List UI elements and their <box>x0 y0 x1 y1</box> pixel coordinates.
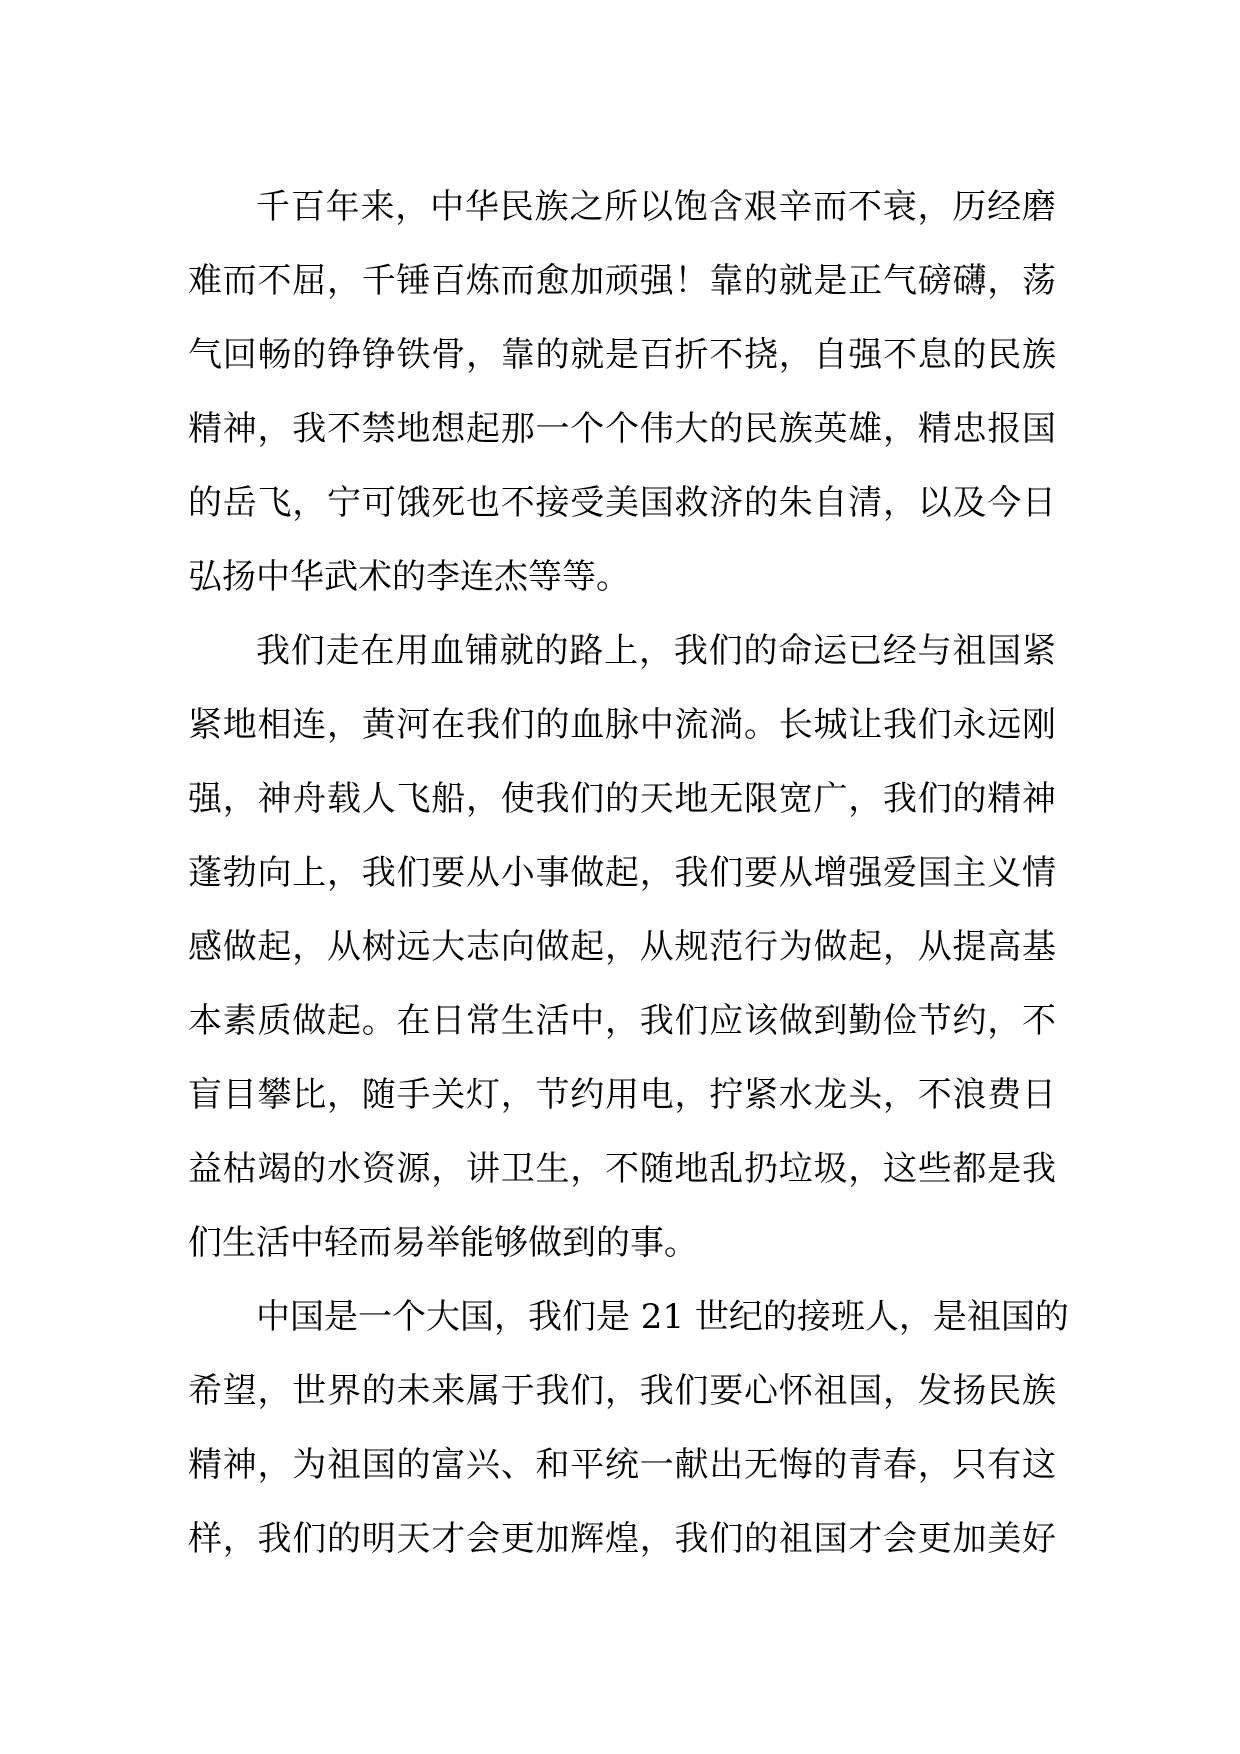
paragraph-1 <box>188 170 1056 614</box>
text-line: 的岳飞，宁可饿死也不接受美国救济的朱自清，以及今日 <box>188 483 1056 523</box>
document-body <box>188 170 1069 1576</box>
text-line: 精神，我不禁地想起那一个个伟大的民族英雄，精忠报国 <box>188 409 1056 449</box>
text-line: 弘扬中华武术的李连杰等等。 <box>188 557 630 597</box>
paragraph-3 <box>188 1280 1069 1576</box>
text-line: 希望，世界的未来属于我们，我们要心怀祖国，发扬民族 <box>188 1371 1056 1411</box>
text-line: 精神，为祖国的富兴、和平统一献出无悔的青春，只有这 <box>188 1445 1056 1485</box>
text-line: 蓬勃向上，我们要从小事做起，我们要从增强爱国主义情 <box>188 853 1056 893</box>
paragraph-2 <box>188 614 1056 1280</box>
text-line: 感做起，从树远大志向做起，从规范行为做起，从提高基 <box>188 927 1056 967</box>
text-line: 强，神舟载人飞船，使我们的天地无限宽广，我们的精神 <box>188 779 1056 819</box>
text-line: 盲目攀比，随手关灯，节约用电，拧紧水龙头，不浪费日 <box>188 1075 1056 1115</box>
text-line: 气回畅的铮铮铁骨，靠的就是百折不挠，自强不息的民族 <box>188 335 1056 375</box>
text-line: 益枯竭的水资源，讲卫生，不随地乱扔垃圾，这些都是我 <box>188 1149 1056 1189</box>
text-line: 中国是一个大国，我们是 21 世纪的接班人，是祖国的 <box>256 1297 1069 1337</box>
text-line: 样，我们的明天才会更加辉煌，我们的祖国才会更加美好 <box>188 1519 1056 1559</box>
text-line: 千百年来，中华民族之所以饱含艰辛而不衰，历经磨 <box>256 187 1056 227</box>
text-line: 本素质做起。在日常生活中，我们应该做到勤俭节约，不 <box>188 1001 1056 1041</box>
text-line: 难而不屈，千锤百炼而愈加顽强！靠的就是正气磅礴，荡 <box>188 261 1056 301</box>
text-line: 我们走在用血铺就的路上，我们的命运已经与祖国紧 <box>256 631 1056 671</box>
text-line: 们生活中轻而易举能够做到的事。 <box>188 1223 698 1263</box>
text-line: 紧地相连，黄河在我们的血脉中流淌。长城让我们永远刚 <box>188 705 1056 745</box>
